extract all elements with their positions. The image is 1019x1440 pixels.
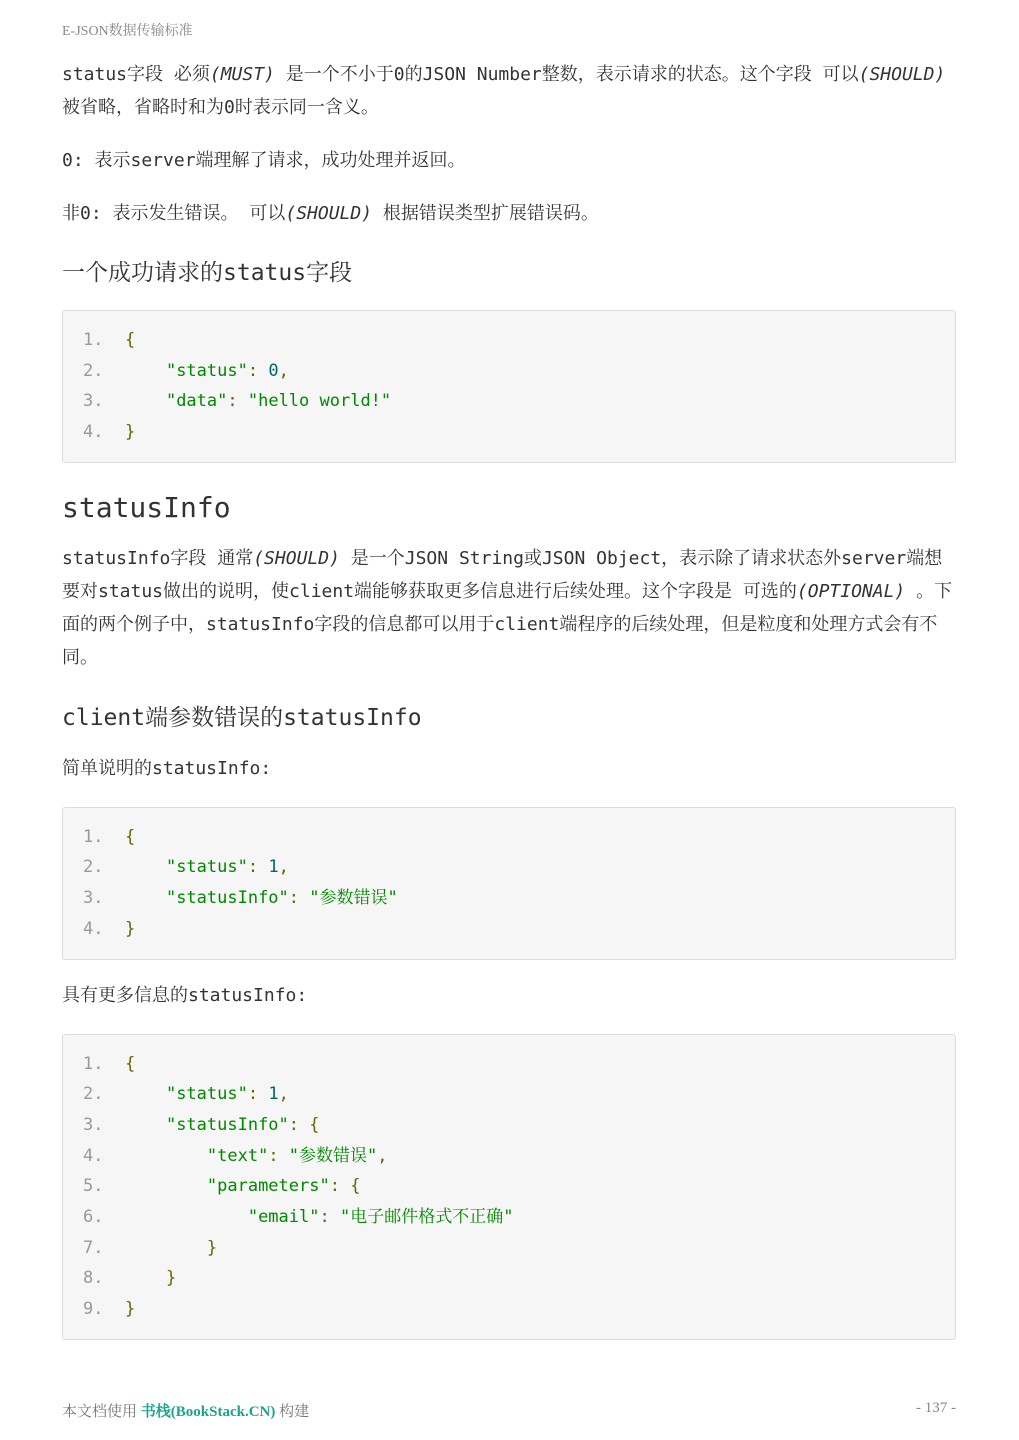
status-description	[62, 58, 956, 124]
code-line	[83, 1171, 935, 1202]
code-token: :	[288, 1114, 310, 1135]
code-block-simple-statusinfo	[62, 807, 956, 960]
code-token: 0	[268, 360, 279, 381]
code-token: 1	[268, 857, 279, 878]
text-segment: 。下面的两个例子中，statusInfo字段的信息都可以用于client端程序的后续处理，但是粒度和处理方式会有不同。	[62, 580, 953, 668]
code-token: 1	[268, 1084, 279, 1105]
line-number: 7.	[83, 1237, 104, 1258]
code-token: :	[247, 1084, 269, 1105]
text-segment: 是一个不小于0的JSON Number整数，表示请求的状态。这个字段 可以	[274, 64, 859, 85]
code-line	[83, 356, 935, 387]
line-number: 8.	[83, 1268, 104, 1289]
code-line	[83, 386, 935, 417]
code-line	[83, 325, 935, 356]
line-number: 9.	[83, 1299, 104, 1319]
code-token: }	[125, 422, 136, 443]
document-header: E-JSON数据传输标准	[62, 24, 193, 39]
line-number: 2.	[83, 360, 104, 381]
code-line	[83, 822, 935, 853]
text-segment: 非0: 表示发生错误。 可以	[62, 203, 286, 224]
code-token: {	[125, 826, 136, 847]
text-segment: 根据错误类型扩展错误码。	[372, 203, 599, 224]
code-token: {	[350, 1176, 361, 1197]
detailed-statusinfo-label: 具有更多信息的statusInfo:	[62, 984, 308, 1006]
line-number: 4.	[83, 422, 104, 443]
code-token: "status"	[165, 360, 248, 381]
success-status-heading: 一个成功请求的status字段	[62, 260, 353, 286]
line-number: 1.	[83, 1053, 104, 1074]
code-token: :	[288, 888, 310, 909]
code-token: }	[165, 1268, 177, 1289]
code-token: :	[329, 1176, 351, 1197]
code-line	[83, 883, 935, 914]
text-segment: status字段 必须	[62, 64, 210, 85]
simple-statusinfo-label: 简单说明的statusInfo:	[62, 757, 272, 779]
code-token: "status"	[165, 1084, 248, 1105]
code-token: ,	[278, 857, 289, 878]
code-line	[83, 1233, 935, 1264]
line-number: 2.	[83, 1084, 104, 1105]
line-number: 3.	[83, 1114, 104, 1135]
code-token: "text"	[206, 1145, 269, 1166]
code-token: "email"	[247, 1206, 320, 1227]
client-error-heading: client端参数错误的statusInfo	[62, 704, 422, 731]
code-token: }	[125, 1299, 136, 1319]
code-token: "参数错误"	[309, 888, 398, 909]
code-token: "parameters"	[206, 1176, 330, 1197]
text-segment: 是一个JSON String或JSON Object，表示除了请求状态外server端想要对status做出的说明，使client端能够获取更多信息进行后续处理。这个字段是 可选的	[62, 547, 943, 602]
should-keyword: (SHOULD)	[285, 203, 373, 224]
text-segment: 被省略，省略时和为0时表示同一含义。	[62, 97, 379, 118]
code-token: ,	[278, 360, 289, 381]
line-number: 2.	[83, 857, 104, 878]
code-token: {	[125, 330, 136, 350]
code-token: :	[247, 857, 269, 878]
line-number: 5.	[83, 1176, 104, 1197]
code-line	[83, 1110, 935, 1141]
page-footer	[62, 1400, 309, 1421]
line-number: 4.	[83, 1145, 104, 1166]
code-token: }	[125, 918, 136, 939]
should-keyword: (SHOULD)	[253, 547, 340, 569]
code-line	[83, 852, 935, 883]
code-line	[83, 1202, 935, 1233]
code-token: :	[319, 1206, 340, 1227]
code-token: {	[309, 1114, 320, 1135]
line-number: 6.	[83, 1206, 104, 1227]
code-line	[83, 1294, 935, 1325]
code-token: ,	[278, 1084, 289, 1105]
main-content	[62, 58, 956, 1340]
statusinfo-heading: statusInfo	[62, 490, 231, 524]
statusinfo-description	[62, 542, 956, 674]
code-line	[83, 1263, 935, 1294]
code-token: }	[206, 1237, 218, 1258]
status-nonzero-description	[62, 197, 956, 230]
text-segment: statusInfo字段 通常	[62, 547, 254, 569]
must-keyword: (MUST)	[209, 64, 275, 85]
code-token: "statusInfo"	[165, 888, 289, 909]
line-number: 1.	[83, 826, 104, 847]
code-line	[83, 914, 935, 945]
code-line	[83, 1079, 935, 1110]
line-number: 1.	[83, 330, 104, 350]
page-number: - 137 -	[916, 1400, 956, 1416]
should-keyword: (SHOULD)	[858, 64, 946, 85]
line-number: 3.	[83, 391, 104, 412]
code-token: "statusInfo"	[165, 1114, 289, 1135]
line-number: 3.	[83, 888, 104, 909]
code-token: ,	[377, 1145, 388, 1166]
code-token: "参数错误"	[288, 1145, 378, 1166]
bookstack-link[interactable]: 书栈(BookStack.CN)	[140, 1404, 276, 1420]
footer-text: 本文档使用	[62, 1404, 141, 1420]
code-block-detailed-statusinfo	[62, 1034, 956, 1340]
code-token: :	[247, 360, 269, 381]
code-token: {	[125, 1053, 136, 1074]
code-token: "status"	[165, 857, 248, 878]
code-token: "hello world!"	[247, 391, 392, 412]
code-token: "data"	[165, 391, 228, 412]
code-line	[83, 1049, 935, 1080]
status-zero-description: 0: 表示server端理解了请求，成功处理并返回。	[62, 150, 466, 171]
line-number: 4.	[83, 918, 104, 939]
footer-text: 构建	[275, 1404, 310, 1420]
code-token: :	[227, 391, 248, 412]
code-block-success	[62, 310, 956, 463]
code-line	[83, 417, 935, 448]
code-token: "电子邮件格式不正确"	[339, 1206, 514, 1227]
code-token: :	[268, 1145, 289, 1166]
code-line	[83, 1141, 935, 1172]
optional-keyword: (OPTIONAL)	[796, 580, 906, 602]
